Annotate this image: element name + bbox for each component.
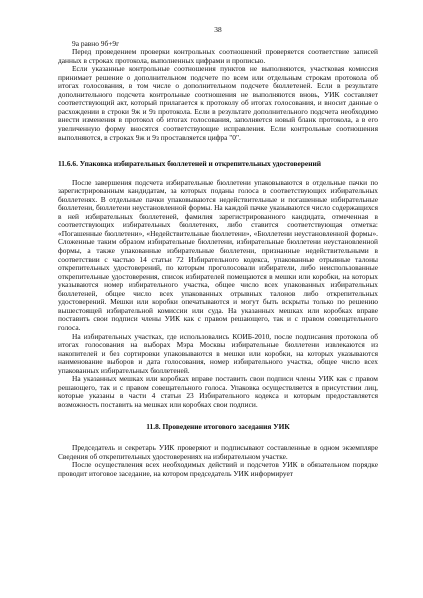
paragraph-final-meeting: После осуществления всех необходимых действий и подсчетов УИК в обязательном порядке проводит итоговое заседание, на котором председатель УИК информирует — [58, 460, 378, 478]
section-heading-final-meeting: 11.8. Проведение итогового заседания УИК — [146, 422, 290, 432]
paragraph-koib: На избирательных участках, где использовались КОИБ-2010, после подписания протокола об итогах голосования на выборах Мэра Москвы избирательные бюллетени извлекаются из накопителей и без сортировки упаковываются в мешки или коробки, на которых указываются наименование выборов и дата голосования, номер избирательного участка, общее число всех упакованных избирательных бюллетеней. — [58, 331, 378, 375]
paragraph-formula: 9а равно 9б+9г — [72, 38, 120, 48]
paragraph-chairman: Председатель и секретарь УИК проверяют и подписывают составленные в одном экземпляре Сведения об открепительных удостоверениях на избирательном участке. — [58, 442, 378, 461]
paragraph-control-ratios: Если указанные контрольные соотношения пунктов не выполняются, участковая комиссия принимает решение о дополнительном подсчете по всем или отдельным строкам протокола об итогах голосования, в том числе о дополнительном подсчете бюллетеней. Если в результате дополнительного подсчета контрольные соотношения не выполняются вновь, УИК составляет соответствующий акт, который прилагается к протоколу об итогах голосования, и вносит данные о расхождении в строки 9ж и 9з протокола. Если в результате дополнительного подсчета необходимо внести изменения в протокол об итогах голосования, заполняется новый бланк протокола, а в его увеличенную форму вносятся соответствующие исправления. Если контрольные соотношения выполняются, в строках 9ж и 9з проставляется цифра "0". — [58, 64, 378, 142]
section-heading-packing: 11.6.6. Упаковка избирательных бюллетеней и открепительных удостоверений — [58, 159, 321, 169]
paragraph-packing: После завершения подсчета избирательные бюллетени упаковываются в отдельные пачки по зарегистрированным кандидатам, за которых поданы голоса в соответствующих избирательных бюллетенях. В отдельные пачки упаковываются недействительные и погашенные избирательные бюллетени, бюллетени неустановленной формы. На каждой пачке указываются число содержащихся в ней избирательных бюллетеней, фамилия зарегистрированного кандидата, отмеченная в соответствующих избирательных бюллетенях, либо ставится соответствующая отметка: «Погашенные бюллетени», «Недействительные бюллетени», «Бюллетени неустановленной формы». Сложенные таким образом избирательные бюллетени, избирательные бюллетени неустановленной формы, а также упакованные избирательные бюллетени, признанные недействительными в соответствии с частью 14 статьи 72 Избирательного кодекса, упакованные отрывные талоны открепительных удостоверений, по которым проголосовали избиратели, либо неиспользованные открепительные удостоверения, список избирателей помещаются в мешки или коробки, на которых указываются номер избирательного участка, общее число всех упакованных избирательных бюллетеней, общее число всех упакованных отрывных талонов либо открепительных удостоверений. Мешки или коробки опечатываются и могут быть вскрыты только по решению вышестоящей избирательной комиссии или суда. На указанных мешках или коробках вправе поставить свои подписи члены УИК как с правом решающего, так и с правом совещательного голоса. — [58, 177, 378, 332]
paragraph-verification: Перед проведением проверки контрольных соотношений проверяется соответствие записей данных в строках протокола, выполненных цифрами и прописью. — [58, 47, 378, 65]
paragraph-signatures: На указанных мешках или коробках вправе поставить свои подписи члены УИК как с правом решающего, так и с правом совещательного голоса. Упаковка осуществляется в присутствии лиц, которые указаны в части 4 статьи 23 Избирательного кодекса и которым предоставляется возможность поставить на мешках или коробках свои подписи. — [58, 374, 378, 409]
page-number: 38 — [214, 25, 222, 34]
